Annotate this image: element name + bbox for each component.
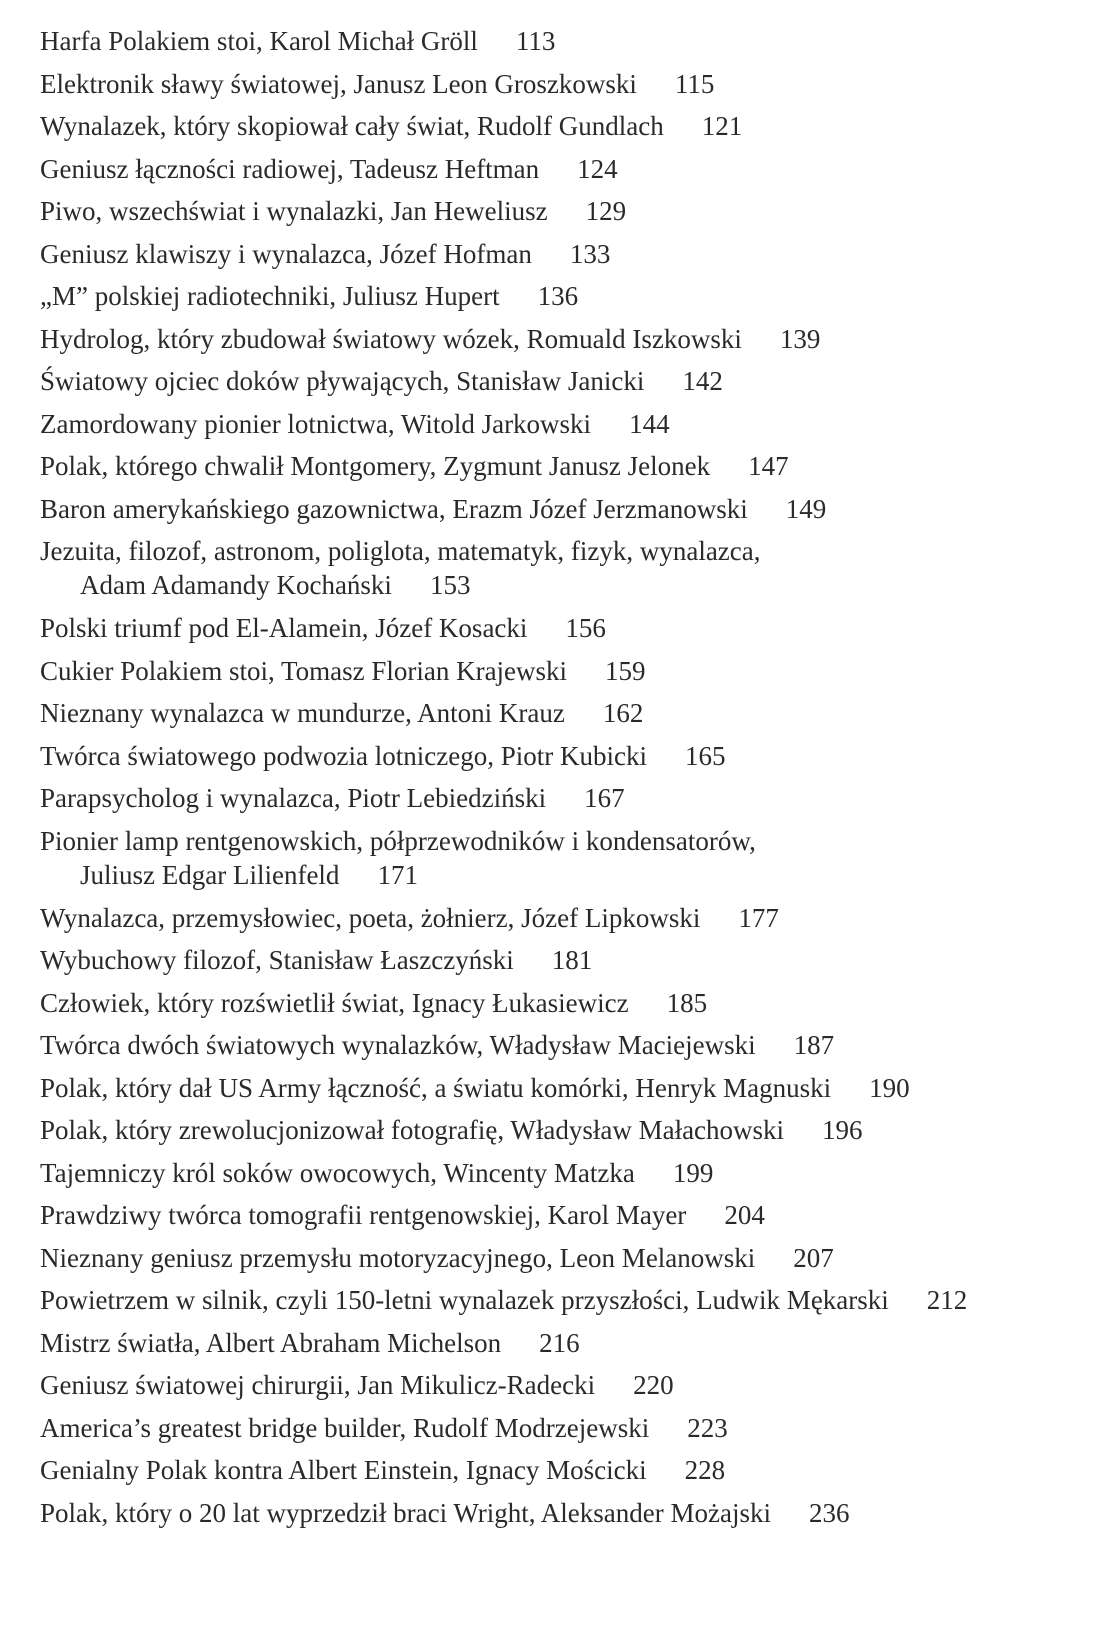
toc-entry-title: Wybuchowy filozof, Stanisław Łaszczyński: [40, 945, 514, 975]
toc-entry-title: Nieznany wynalazca w mundurze, Antoni Krauz: [40, 698, 565, 728]
toc-entry-title: Hydrolog, który zbudował światowy wózek, Romuald Iszkowski: [40, 323, 742, 354]
toc-entry-title: Pionier lamp rentgenowskich, półprzewodników i kondensatorów,: [40, 825, 756, 856]
toc-entry-title-continued: [40, 858, 1100, 892]
toc-entry-page-number: 199: [672, 1157, 714, 1188]
toc-entry: [40, 897, 1100, 940]
toc-entry-title: Tajemniczy król soków owocowych, Wincenty Matzka: [40, 1157, 635, 1188]
toc-entry: [40, 939, 1100, 982]
toc-entry-title: Światowy ojciec doków pływających, Stanisław Janicki: [40, 366, 645, 396]
toc-entry-title: Polski triumf pod El-Alamein, Józef Kosacki: [40, 613, 528, 643]
toc-entry: [40, 318, 1100, 361]
toc-entry-title: Zamordowany pionier lotnictwa, Witold Jarkowski: [40, 408, 592, 439]
toc-entry-page-number: 156: [565, 613, 606, 643]
toc-entry-title: „M” polskiej radiotechniki, Juliusz Hupert: [40, 281, 500, 311]
toc-entry: [40, 403, 1100, 446]
toc-entry-title: Wynalazca, przemysłowiec, poeta, żołnierz, Józef Lipkowski: [40, 902, 701, 933]
toc-entry: [40, 20, 1100, 63]
toc-entry-page-number: 147: [748, 451, 789, 481]
toc-entry: [40, 1152, 1100, 1195]
toc-entry-title: Baron amerykańskiego gazownictwa, Erazm Józef Jerzmanowski: [40, 493, 748, 524]
toc-entry-page-number: 162: [602, 698, 644, 728]
toc-entry-page-number: 196: [822, 1115, 863, 1145]
toc-entry: [40, 1237, 1100, 1280]
toc-entry-title: Parapsycholog i wynalazca, Piotr Lebiedziński: [40, 783, 547, 813]
toc-entry-title: Geniusz światowej chirurgii, Jan Mikulicz-Radecki: [40, 1370, 596, 1400]
toc-entry: [40, 63, 1100, 106]
toc-entry: [40, 982, 1100, 1025]
toc-entry-title: Piwo, wszechświat i wynalazki, Jan Heweliusz: [40, 196, 548, 226]
toc-entry-page-number: 207: [793, 1242, 834, 1273]
toc-entry-title: America’s greatest bridge builder, Rudolf Modrzejewski: [40, 1412, 650, 1443]
toc-entry-page-number: 171: [377, 859, 418, 890]
toc-entry: [40, 735, 1100, 778]
toc-entry-page-number: 142: [682, 366, 723, 396]
toc-entry: [40, 1194, 1100, 1237]
toc-entry: [40, 275, 1100, 318]
toc-entry-title: Polak, którego chwalił Montgomery, Zygmunt Janusz Jelonek: [40, 451, 711, 481]
toc-entry: [40, 1407, 1100, 1450]
toc-entry-title: Wynalazek, który skopiował cały świat, Rudolf Gundlach: [40, 111, 664, 141]
toc-entry: [40, 1492, 1100, 1535]
toc-entry-title: Jezuita, filozof, astronom, poliglota, matematyk, fizyk, wynalazca,: [40, 536, 761, 566]
toc-entry-page-number: 136: [537, 281, 579, 311]
toc-entry-page-number: 185: [666, 987, 708, 1018]
toc-entry-title: Nieznany geniusz przemysłu motoryzacyjnego, Leon Melanowski: [40, 1242, 756, 1273]
toc-entry-page-number: 223: [687, 1412, 728, 1443]
toc-entry-title: Polak, który o 20 lat wyprzedził braci Wright, Aleksander Możajski: [40, 1497, 771, 1528]
toc-entry-page-number: 115: [674, 68, 715, 99]
toc-entry-page-number: 153: [429, 570, 471, 600]
toc-entry: [40, 233, 1100, 276]
toc-entry-page-number: 212: [926, 1285, 968, 1315]
toc-entry: [40, 530, 1100, 607]
toc-entry-title: Geniusz łączności radiowej, Tadeusz Heftman: [40, 153, 540, 184]
toc-entry-title: Cukier Polakiem stoi, Tomasz Florian Krajewski: [40, 655, 568, 686]
toc-entry: [40, 105, 1100, 148]
toc-entry-page-number: 113: [515, 26, 556, 56]
toc-entry-page-number: 220: [633, 1370, 674, 1400]
toc-entry-title: Harfa Polakiem stoi, Karol Michał Gröll: [40, 26, 478, 56]
toc-entry-page-number: 165: [684, 740, 726, 771]
toc-entry-title: Elektronik sławy światowej, Janusz Leon Groszkowski: [40, 68, 637, 99]
toc-entry: [40, 692, 1100, 735]
toc-entry: [40, 777, 1100, 820]
toc-entry: [40, 445, 1100, 488]
toc-entry-page-number: 129: [585, 196, 627, 226]
toc-entry: [40, 1279, 1100, 1322]
toc-entry: [40, 190, 1100, 233]
toc-entry-title-continued: [40, 568, 1100, 602]
toc-entry-page-number: 181: [551, 945, 593, 975]
toc-entry-title: Powietrzem w silnik, czyli 150-letni wynalazek przyszłości, Ludwik Mękarski: [40, 1285, 889, 1315]
toc-entry: [40, 1067, 1100, 1110]
toc-entry-page-number: 228: [684, 1455, 726, 1485]
toc-entry: [40, 1024, 1100, 1067]
toc-entry-title: Prawdziwy twórca tomografii rentgenowskiej, Karol Mayer: [40, 1200, 687, 1230]
toc-entry-page-number: 216: [539, 1327, 580, 1358]
toc-entry-page-number: 190: [869, 1072, 910, 1103]
toc-entry-page-number: 121: [701, 111, 743, 141]
toc-entry-page-number: 236: [809, 1497, 850, 1528]
toc-entry-title: Twórca dwóch światowych wynalazków, Władysław Maciejewski: [40, 1030, 756, 1060]
toc-entry-page-number: 149: [785, 493, 827, 524]
toc-entry-page-number: 187: [793, 1030, 835, 1060]
toc-entry: [40, 148, 1100, 191]
toc-entry-page-number: 124: [577, 153, 618, 184]
toc-entry: [40, 488, 1100, 531]
toc-entry: [40, 1109, 1100, 1152]
toc-entry-title: Twórca światowego podwozia lotniczego, Piotr Kubicki: [40, 740, 647, 771]
toc-entry-page-number: 167: [584, 783, 625, 813]
toc-entry-title: Genialny Polak kontra Albert Einstein, Ignacy Mościcki: [40, 1455, 647, 1485]
toc-entry-page-number: 204: [724, 1200, 765, 1230]
toc-entry-title-line2: Juliusz Edgar Lilienfeld: [80, 859, 340, 890]
toc-entry-page-number: 177: [738, 902, 779, 933]
toc-entry: [40, 360, 1100, 403]
toc-entry-page-number: 133: [569, 238, 611, 269]
toc-entry-page-number: 159: [605, 655, 646, 686]
toc-entry: [40, 820, 1100, 897]
toc-entry-title: Człowiek, który rozświetlił świat, Ignacy Łukasiewicz: [40, 987, 629, 1018]
toc-entry: [40, 1364, 1100, 1407]
toc-entry: [40, 650, 1100, 693]
toc-entry: [40, 1322, 1100, 1365]
toc-entry: [40, 607, 1100, 650]
table-of-contents: [40, 20, 1100, 1534]
toc-entry: [40, 1449, 1100, 1492]
toc-entry-title: Mistrz światła, Albert Abraham Michelson: [40, 1327, 502, 1358]
toc-entry-title: Polak, który zrewolucjonizował fotografię, Władysław Małachowski: [40, 1115, 785, 1145]
toc-entry-page-number: 144: [629, 408, 670, 439]
toc-entry-title-line2: Adam Adamandy Kochański: [80, 570, 392, 600]
toc-entry-title: Geniusz klawiszy i wynalazca, Józef Hofman: [40, 238, 532, 269]
toc-entry-title: Polak, który dał US Army łączność, a światu komórki, Henryk Magnuski: [40, 1072, 832, 1103]
toc-entry-page-number: 139: [779, 323, 821, 354]
